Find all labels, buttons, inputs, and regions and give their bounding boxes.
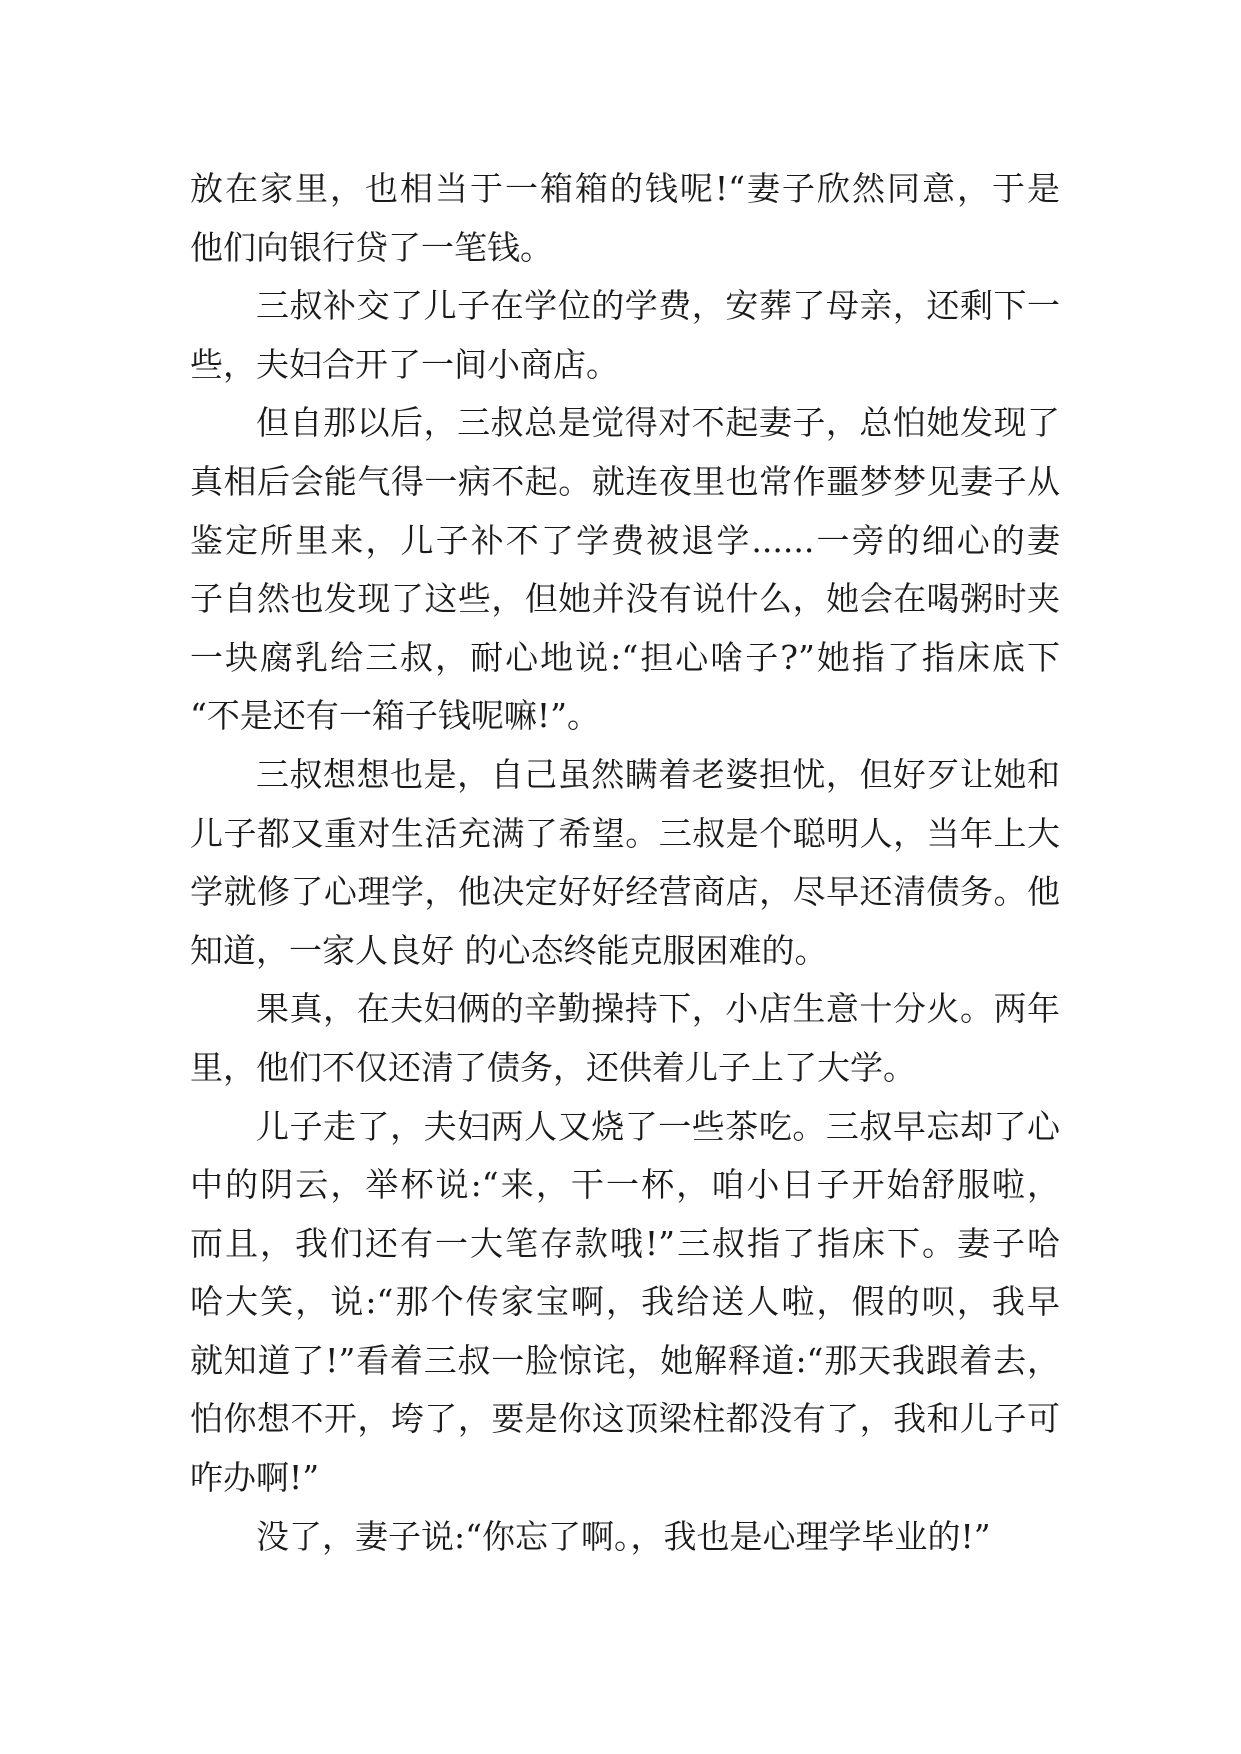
text-line: 果真，在夫妇俩的辛勤操持下，小店生意十分火。两年: [256, 989, 1060, 1029]
text-line: 鉴定所里来，儿子补不了学费被退学......一旁的细心的妻: [190, 520, 1060, 560]
text-line: 咋办啊!”: [190, 1458, 320, 1498]
text-line: 真相后会能气得一病不起。就连夜里也常作噩梦梦见妻子从: [190, 461, 1060, 501]
text-line: “不是还有一箱子钱呢嘛!”。: [190, 696, 601, 736]
text-line: 哈大笑，说:“那个传家宝啊，我给送人啦，假的呗，我早: [190, 1282, 1060, 1322]
text-line: 儿子走了，夫妇两人又烧了一些茶吃。三叔早忘却了心: [256, 1106, 1060, 1146]
text-line: 三叔想想也是，自己虽然瞒着老婆担忧，但好歹让她和: [256, 754, 1060, 794]
text-line: 中的阴云，举杯说:“来，干一杯，咱小日子开始舒服啦，: [190, 1165, 1060, 1205]
text-line: 怕你想不开，垮了，要是你这顶梁柱都没有了，我和儿子可: [190, 1399, 1060, 1439]
text-line: 些，夫妇合开了一间小商店。: [190, 344, 619, 384]
text-line: 里，他们不仅还清了债务，还供着儿子上了大学。: [190, 1047, 916, 1087]
body-text: [190, 160, 1060, 1566]
text-line: 没了，妻子说:“你忘了啊。，我也是心理学毕业的!”: [256, 1516, 991, 1556]
text-line: 而且，我们还有一大笔存款哦!”三叔指了指床下。妻子哈: [190, 1223, 1060, 1263]
text-line: 他们向银行贷了一笔钱。: [190, 227, 553, 267]
text-line: 子自然也发现了这些，但她并没有说什么，她会在喝粥时夹: [190, 579, 1060, 619]
text-line: 就知道了!”看着三叔一脸惊诧，她解释道:“那天我跟着去，: [190, 1340, 1060, 1380]
text-line: 儿子都又重对生活充满了希望。三叔是个聪明人，当年上大: [190, 813, 1060, 853]
text-line: 学就修了心理学，他决定好好经营商店，尽早还清债务。他: [190, 872, 1060, 912]
text-line: 但自那以后，三叔总是觉得对不起妻子，总怕她发现了: [256, 403, 1060, 443]
text-line: 放在家里，也相当于一箱箱的钱呢!“妻子欣然同意，于是: [190, 169, 1060, 208]
text-line: 知道，一家人良好 的心态终能克服困难的。: [190, 930, 828, 970]
text-line: 一块腐乳给三叔，耐心地说:“担心啥子?”她指了指床底下: [190, 637, 1060, 677]
text-line: 三叔补交了儿子在学位的学费，安葬了母亲，还剩下一: [256, 286, 1060, 326]
